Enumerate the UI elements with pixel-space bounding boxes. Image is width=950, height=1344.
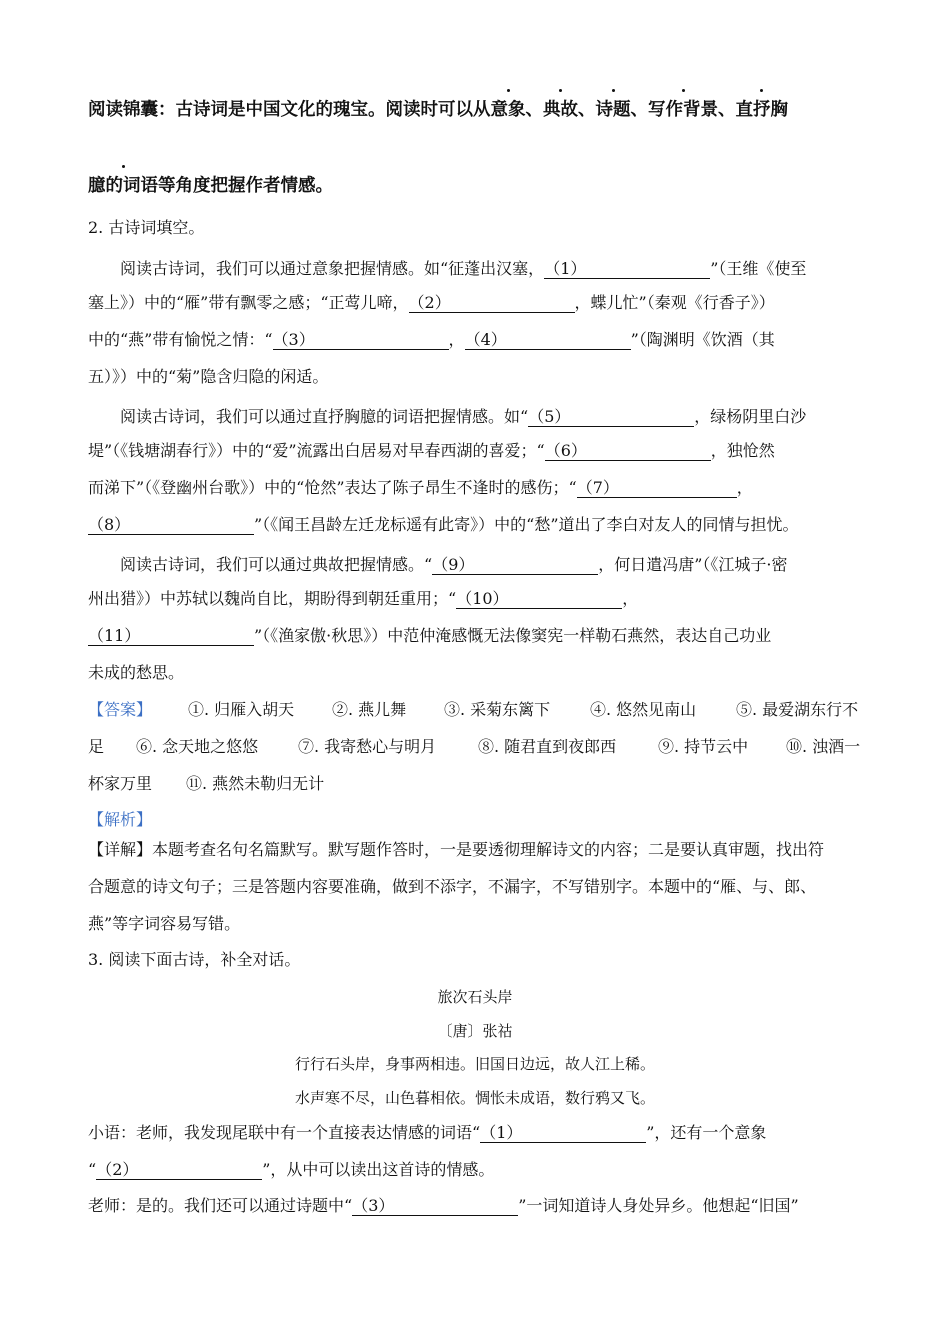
fill-blank[interactable]: （9） [432,556,598,575]
text: 而涕下”（《登幽州台歌》）中的“怆然”表达了陈子昂生不逢时的感伤；“ [88,478,577,497]
fill-blank[interactable]: （3） [352,1197,518,1216]
fill-blank[interactable]: （2） [409,294,575,313]
tip-keyword: 诗题 [596,96,631,121]
q2-paragraph-2-line-2 [88,441,775,461]
fill-blank[interactable]: （2） [96,1161,262,1180]
text: ，何日遣冯唐”（《江城子·密 [598,555,788,574]
poem-line: 水声寒不尽，山色暮相依。惆怅未成语，数行鸦又飞。 [294,1089,655,1107]
text: 小语：老师，我发现尾联中有一个直接表达情感的词语“ [88,1123,481,1142]
fill-blank[interactable]: （1） [544,260,710,279]
poem-line: 行行石头岸，身事两相违。旧国日边远，故人江上稀。 [294,1055,655,1073]
text: ”一词知道诗人身处异乡。他想起“旧国” [518,1196,799,1215]
text: ， [448,330,465,349]
dialog-line-2 [88,1160,494,1180]
answer-item: ②. 燕儿舞 [332,700,407,719]
text: ，绿杨阴里白沙 [694,407,807,426]
answer-item: ⑥. 念天地之悠悠 [136,737,259,756]
answer-item: 杯家万里 [88,774,153,793]
answer-label [88,697,152,720]
tip-keyword: 臆的词语 [88,172,158,197]
q2-paragraph-3-line-4: 未成的愁思。 [88,663,185,682]
answer-item: ③. 采菊东篱下 [444,700,551,719]
tip-text: 等角度把握作者情感。 [158,176,333,196]
text: ， [622,589,639,608]
text: 阅读古诗词，我们可以通过典故把握情感。“ [120,555,433,574]
answer-item: ⑧. 随君直到夜郎西 [478,737,617,756]
text: ”（王维《使至 [710,259,807,278]
text: “ [88,1160,97,1179]
dialog-line-1 [88,1123,766,1143]
q2-paragraph-2-line-3 [88,478,753,498]
analysis-detail-line-2: 合题意的诗文句子；三是答题内容要准确，做到不添字，不漏字，不写错别字。本题中的“雁、与、郎、 [88,877,817,896]
q2-paragraph-3-line-1 [120,552,787,575]
tip-separator: 、 [718,100,736,120]
question-3-title: 3. 阅读下面古诗，补全对话。 [88,950,301,969]
tip-separator: 、 [525,100,543,120]
q2-paragraph-3-line-2 [88,589,638,609]
fill-blank[interactable]: （1） [480,1124,646,1143]
tip-separator: 、 [578,100,596,120]
text: 州出猎》）中苏轼以魏尚自比，期盼得到朝廷重用；“ [88,589,457,608]
q2-paragraph-1-line-2 [88,293,775,313]
fill-blank[interactable]: （11） [88,627,254,646]
text: ”，从中可以读出这首诗的情感。 [262,1160,495,1179]
answer-item: ⑤. 最爱湖东行不 [736,700,859,719]
tip-keyword: 直抒胸 [736,96,789,121]
q2-paragraph-3-line-3 [88,626,771,646]
fill-blank[interactable]: （8） [88,516,254,535]
answer-item: ⑦. 我寄愁心与明月 [298,737,437,756]
text: 堤”（《钱塘湖春行》）中的“爱”流露出白居易对早春西湖的喜爱；“ [88,441,545,460]
text: ，独怆然 [710,441,775,460]
text: 阅读古诗词，我们可以通过意象把握情感。如“征蓬出汉塞， [120,259,545,278]
reading-tip-line-2 [88,172,333,197]
text: ， [736,478,753,497]
tip-separator: 、 [630,100,648,120]
tip-keyword: 意象 [491,96,526,121]
analysis-detail-line-1: 【详解】本题考查名句名篇默写。默写题作答时，一是要透彻理解诗文的内容；二是要认真审题，找出符 [88,840,825,859]
fill-blank[interactable]: （4） [465,331,631,350]
text: 老师：是的。我们还可以通过诗题中“ [88,1196,353,1215]
q2-paragraph-1-line-3 [88,330,775,350]
answer-item: ⑪. 燕然未勒归无计 [186,774,325,793]
text: 中的“燕”带有愉悦之情：“ [88,330,273,349]
answer-item: ⑩. 浊酒一 [786,737,861,756]
poem-author: 〔唐〕张祜 [437,1022,513,1040]
poem-title: 旅次石头岸 [437,988,513,1006]
analysis-label-text: 【解析】 [88,810,153,829]
text: ”（陶渊明《饮酒（其 [630,330,775,349]
tip-keyword: 写作背景 [648,96,718,121]
fill-blank[interactable]: （10） [456,590,622,609]
tip-keyword: 典故 [543,96,578,121]
q2-paragraph-1-line-1 [120,256,806,279]
reading-tip-line-1 [88,96,788,121]
answer-item: ⑨. 持节云中 [658,737,749,756]
answer-label-text: 【答案】 [88,700,153,719]
fill-blank[interactable]: （6） [545,442,711,461]
answer-item: 足 [88,737,105,756]
text: ”（《渔家傲·秋思》）中范仲淹感慨无法像窦宪一样勒石燕然，表达自己功业 [254,626,772,645]
fill-blank[interactable]: （5） [528,408,694,427]
tip-text: 阅读锦囊：古诗词是中国文化的瑰宝。阅读时可以从 [88,100,491,120]
q2-paragraph-2-line-1 [120,404,806,427]
q2-paragraph-1-line-4: 五）》）中的“菊”隐含归隐的闲适。 [88,367,329,386]
answer-item: ①. 归雁入胡天 [188,700,295,719]
analysis-detail-line-3: 燕”等字词容易写错。 [88,914,241,933]
text: ，蝶儿忙”（秦观《行香子》） [574,293,775,312]
text: 阅读古诗词，我们可以通过直抒胸臆的词语把握情感。如“ [120,407,529,426]
text: 塞上》）中的“雁”带有飘零之感；“正莺儿啼， [88,293,409,312]
dialog-line-3 [88,1196,799,1216]
analysis-label [88,807,152,830]
fill-blank[interactable]: （3） [273,331,449,350]
text: ”（《闻王昌龄左迁龙标遥有此寄》）中的“愁”道出了李白对友人的同情与担忧。 [254,515,799,534]
question-2-title: 2. 古诗词填空。 [88,218,205,237]
q2-paragraph-2-line-4 [88,515,799,535]
answer-item: ④. 悠然见南山 [590,700,697,719]
text: ”，还有一个意象 [646,1123,767,1142]
fill-blank[interactable]: （7） [577,479,737,498]
